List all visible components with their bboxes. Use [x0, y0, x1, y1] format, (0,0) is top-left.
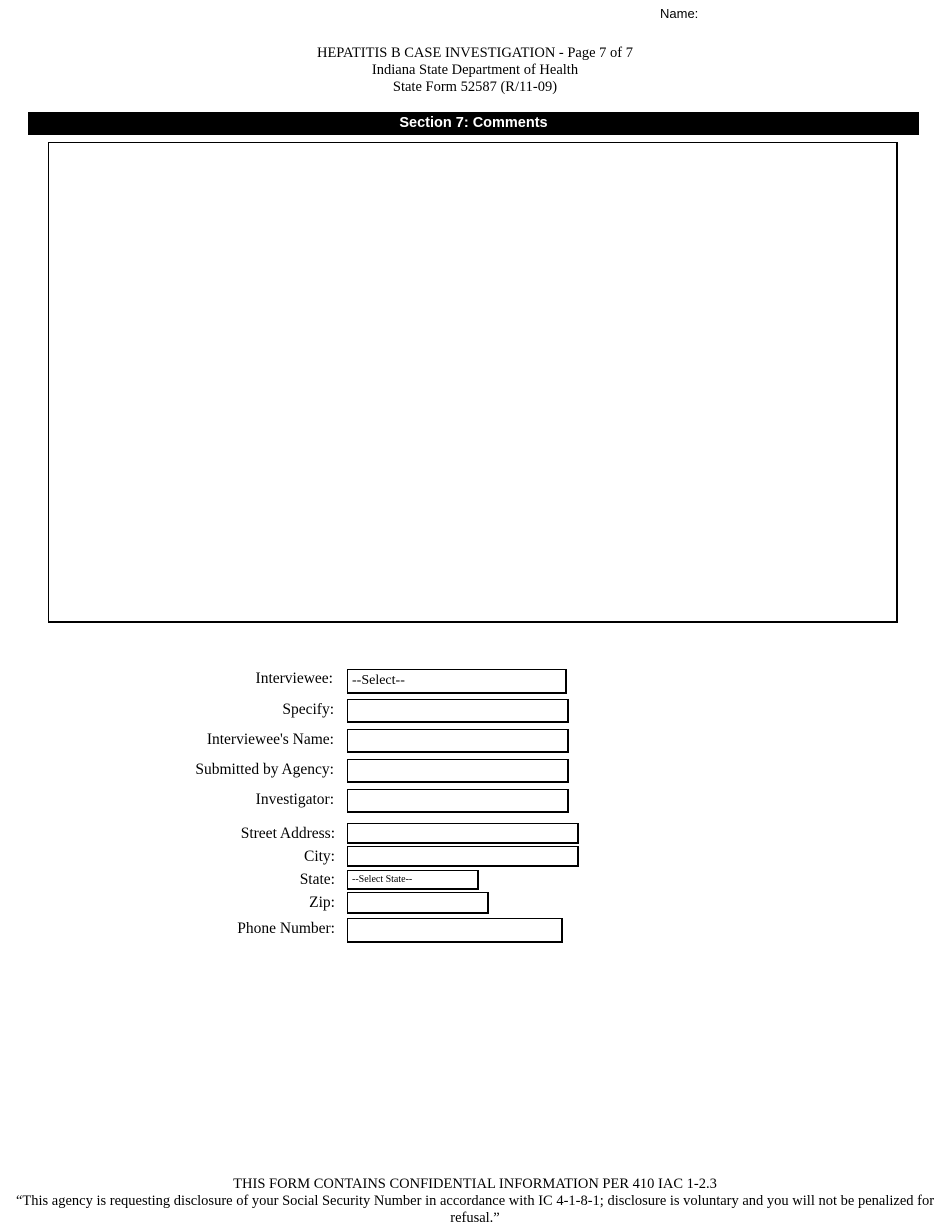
city-label: City: [303, 848, 335, 865]
interviewee-select[interactable]: --Select-- [347, 669, 567, 694]
phone-number-input[interactable] [347, 918, 563, 943]
state-label: State: [299, 871, 335, 888]
submitted-by-agency-input[interactable] [347, 759, 569, 783]
phone-number-label: Phone Number: [237, 920, 335, 937]
submitted-by-agency-label: Submitted by Agency: [195, 761, 334, 778]
ssn-disclosure-notice: “This agency is requesting disclosure of your Social Security Number in accordance with IC 4-1-8-1; disclosure is voluntary and you will not be penalized for refusal.” [15, 1193, 935, 1226]
interviewee-name-label: Interviewee's Name: [206, 731, 334, 748]
form-title: HEPATITIS B CASE INVESTIGATION - Page 7 of 7 [316, 45, 634, 61]
section-header: Section 7: Comments [28, 112, 919, 135]
investigator-input[interactable] [347, 789, 569, 813]
street-address-input[interactable] [347, 823, 579, 844]
specify-input[interactable] [347, 699, 569, 723]
interviewee-name-input[interactable] [347, 729, 569, 753]
investigator-label: Investigator: [255, 791, 334, 808]
city-input[interactable] [347, 846, 579, 867]
department-name: Indiana State Department of Health [371, 62, 579, 78]
zip-label: Zip: [309, 894, 335, 911]
specify-label: Specify: [282, 701, 334, 718]
street-address-label: Street Address: [240, 825, 335, 842]
name-label: Name: [660, 6, 699, 21]
confidential-notice: THIS FORM CONTAINS CONFIDENTIAL INFORMATION PER 410 IAC 1-2.3 [233, 1176, 717, 1192]
comments-textarea[interactable] [48, 142, 898, 623]
state-select[interactable]: --Select State-- [347, 870, 479, 890]
interviewee-label: Interviewee: [255, 670, 333, 687]
form-number: State Form 52587 (R/11-09) [392, 79, 558, 95]
zip-input[interactable] [347, 892, 489, 914]
